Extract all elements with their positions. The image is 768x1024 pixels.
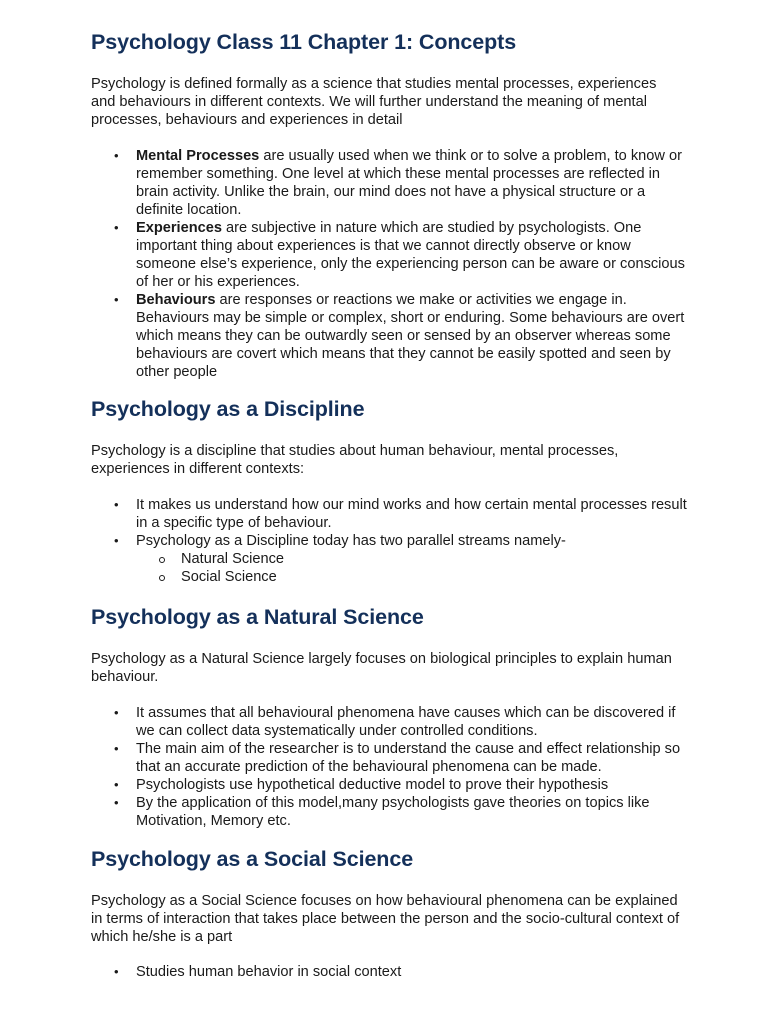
bullet-icon: • — [114, 964, 119, 979]
term-mental-processes: Mental Processes — [136, 148, 260, 164]
list-item-text: By the application of this model,many psychologists gave theories on topics like Motivation, Memory etc. — [136, 795, 650, 829]
bullet-list-concepts — [91, 147, 691, 381]
list-item-text: Psychology as a Discipline today has two parallel streams namely- — [136, 533, 566, 549]
list-item — [91, 963, 691, 981]
list-item-text: are usually used when we think or to solve a problem, to know or remember something. One level at which these mental processes are reflected in brain activity. Unlike the brain, our mind does not have a physical structure or a definite location. — [136, 148, 682, 218]
bullet-icon: • — [114, 220, 119, 235]
list-item-text: are subjective in nature which are studied by psychologists. One important thing about experiences is that we cannot directly observe or know someone else’s experience, only the experiencing person can be aware or conscious of her or his experiences. — [136, 220, 685, 290]
section-intro-natural-science: Psychology as a Natural Science largely focuses on biological principles to explain human behaviour. — [91, 651, 672, 685]
bullet-icon: • — [114, 705, 119, 720]
section-intro-concepts: Psychology is defined formally as a science that studies mental processes, experiences and behaviours in different contexts. We will further understand the meaning of mental processes, behaviours and experiences in detail — [91, 76, 657, 128]
sub-list-item-text: Social Science — [181, 569, 277, 585]
bullet-list-discipline — [91, 496, 691, 586]
bullet-list-social-science — [91, 963, 691, 981]
bullet-icon: • — [114, 741, 119, 756]
bullet-icon: • — [114, 148, 119, 163]
list-item — [91, 704, 691, 740]
term-behaviours: Behaviours — [136, 292, 216, 308]
sub-list-item — [91, 550, 691, 568]
bullet-icon: • — [114, 533, 119, 548]
list-item-text: Studies human behavior in social context — [136, 964, 402, 980]
list-item — [91, 147, 691, 219]
section-heading-concepts: Psychology Class 11 Chapter 1: Concepts — [91, 30, 517, 54]
list-item-text: are responses or reactions we make or activities we engage in. Behaviours may be simple or complex, short or enduring. Some behaviours are overt which means they can be outwardly seen or sensed by an observer whereas some behaviours are covert which means that they cannot be easily spotted and seen by other people — [136, 292, 685, 380]
list-item-text: It makes us understand how our mind works and how certain mental processes result in a specific type of behaviour. — [136, 497, 687, 531]
sub-list-item-text: Natural Science — [181, 551, 285, 567]
term-experiences: Experiences — [136, 220, 222, 236]
circle-bullet-icon — [159, 575, 165, 581]
list-item — [91, 794, 691, 830]
circle-bullet-icon — [159, 557, 165, 563]
bullet-list-natural-science — [91, 704, 691, 830]
bullet-icon: • — [114, 777, 119, 792]
bullet-icon: • — [114, 497, 119, 512]
section-heading-discipline: Psychology as a Discipline — [91, 397, 365, 421]
list-item-text: The main aim of the researcher is to understand the cause and effect relationship so that an accurate prediction of the behavioural phenomena can be made. — [136, 741, 681, 775]
list-item-text: Psychologists use hypothetical deductive model to prove their hypothesis — [136, 777, 609, 793]
list-item — [91, 219, 691, 291]
list-item — [91, 740, 691, 776]
list-item — [91, 496, 691, 532]
section-heading-natural-science: Psychology as a Natural Science — [91, 605, 424, 629]
bullet-icon: • — [114, 292, 119, 307]
bullet-icon: • — [114, 795, 119, 810]
list-item-text: It assumes that all behavioural phenomena have causes which can be discovered if we can collect data systematically under controlled conditions. — [136, 705, 676, 739]
section-intro-discipline: Psychology is a discipline that studies about human behaviour, mental processes, experiences in different contexts: — [91, 443, 619, 477]
list-item — [91, 532, 691, 550]
list-item — [91, 776, 691, 794]
list-item — [91, 291, 691, 381]
section-intro-social-science: Psychology as a Social Science focuses on how behavioural phenomena can be explained in terms of interaction that takes place between the person and the socio-cultural context of which he/she is a part — [91, 893, 680, 945]
sub-list-item — [91, 568, 691, 586]
section-heading-social-science: Psychology as a Social Science — [91, 847, 414, 871]
